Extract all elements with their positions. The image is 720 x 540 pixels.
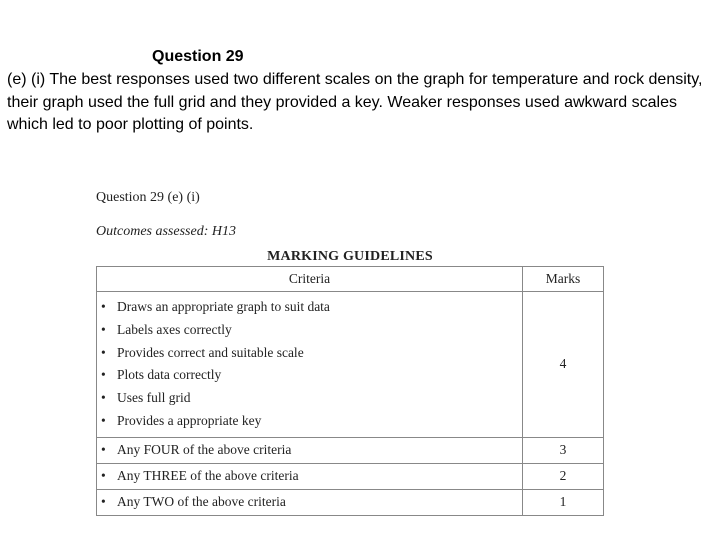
criterion-text: Uses full grid <box>117 390 191 406</box>
criterion-item <box>97 319 522 342</box>
bullet-icon: • <box>101 494 106 510</box>
bullet-icon: • <box>101 442 106 458</box>
bullet-icon: • <box>101 468 106 484</box>
table-row <box>97 463 604 489</box>
criterion-text: Provides correct and suitable scale <box>117 344 304 360</box>
table-row <box>97 437 604 463</box>
criterion-item <box>97 465 522 487</box>
criterion-item <box>97 410 522 433</box>
marks-column-header: Marks <box>523 267 604 292</box>
bullet-icon: • <box>101 412 106 428</box>
criterion-text: Plots data correctly <box>117 367 222 383</box>
question-heading: Question 29 <box>152 48 244 65</box>
criterion-text: Draws an appropriate graph to suit data <box>117 299 330 314</box>
criterion-item <box>97 387 522 410</box>
marks-cell: 2 <box>523 463 604 489</box>
marks-cell: 3 <box>523 437 604 463</box>
bullet-icon: • <box>101 390 106 406</box>
criteria-cell <box>97 292 523 438</box>
table-row <box>97 292 604 438</box>
criterion-item <box>97 439 522 461</box>
criterion-text: Labels axes correctly <box>117 321 232 337</box>
bullet-icon: • <box>101 344 106 360</box>
table-header-row <box>97 267 604 292</box>
marking-question-ref: Question 29 (e) (i) <box>96 190 200 205</box>
criterion-item <box>97 296 522 319</box>
bullet-icon: • <box>101 321 106 337</box>
outcomes-assessed: Outcomes assessed: H13 <box>96 224 236 239</box>
criterion-item <box>97 364 522 387</box>
marking-guidelines-table <box>96 266 604 516</box>
marks-cell: 1 <box>523 489 604 515</box>
criteria-cell <box>97 437 523 463</box>
feedback-paragraph: (e) (i) The best responses used two different scales on the graph for temperature and rock density, their graph used the full grid and they provided a key. Weaker responses used awkward scales which led to poor plotting of points. <box>7 71 703 133</box>
criteria-cell <box>97 463 523 489</box>
criterion-text: Any FOUR of the above criteria <box>117 442 292 458</box>
table-row <box>97 489 604 515</box>
criterion-item <box>97 342 522 365</box>
marking-guidelines-title: MARKING GUIDELINES <box>267 249 433 264</box>
criterion-text: Any THREE of the above criteria <box>117 468 299 484</box>
criteria-column-header: Criteria <box>97 267 523 292</box>
bullet-icon: • <box>101 299 106 314</box>
marks-cell: 4 <box>523 292 604 438</box>
bullet-icon: • <box>101 367 106 383</box>
criteria-cell <box>97 489 523 515</box>
criterion-item <box>97 491 522 513</box>
criterion-text: Provides a appropriate key <box>117 412 262 428</box>
criterion-text: Any TWO of the above criteria <box>117 494 286 510</box>
